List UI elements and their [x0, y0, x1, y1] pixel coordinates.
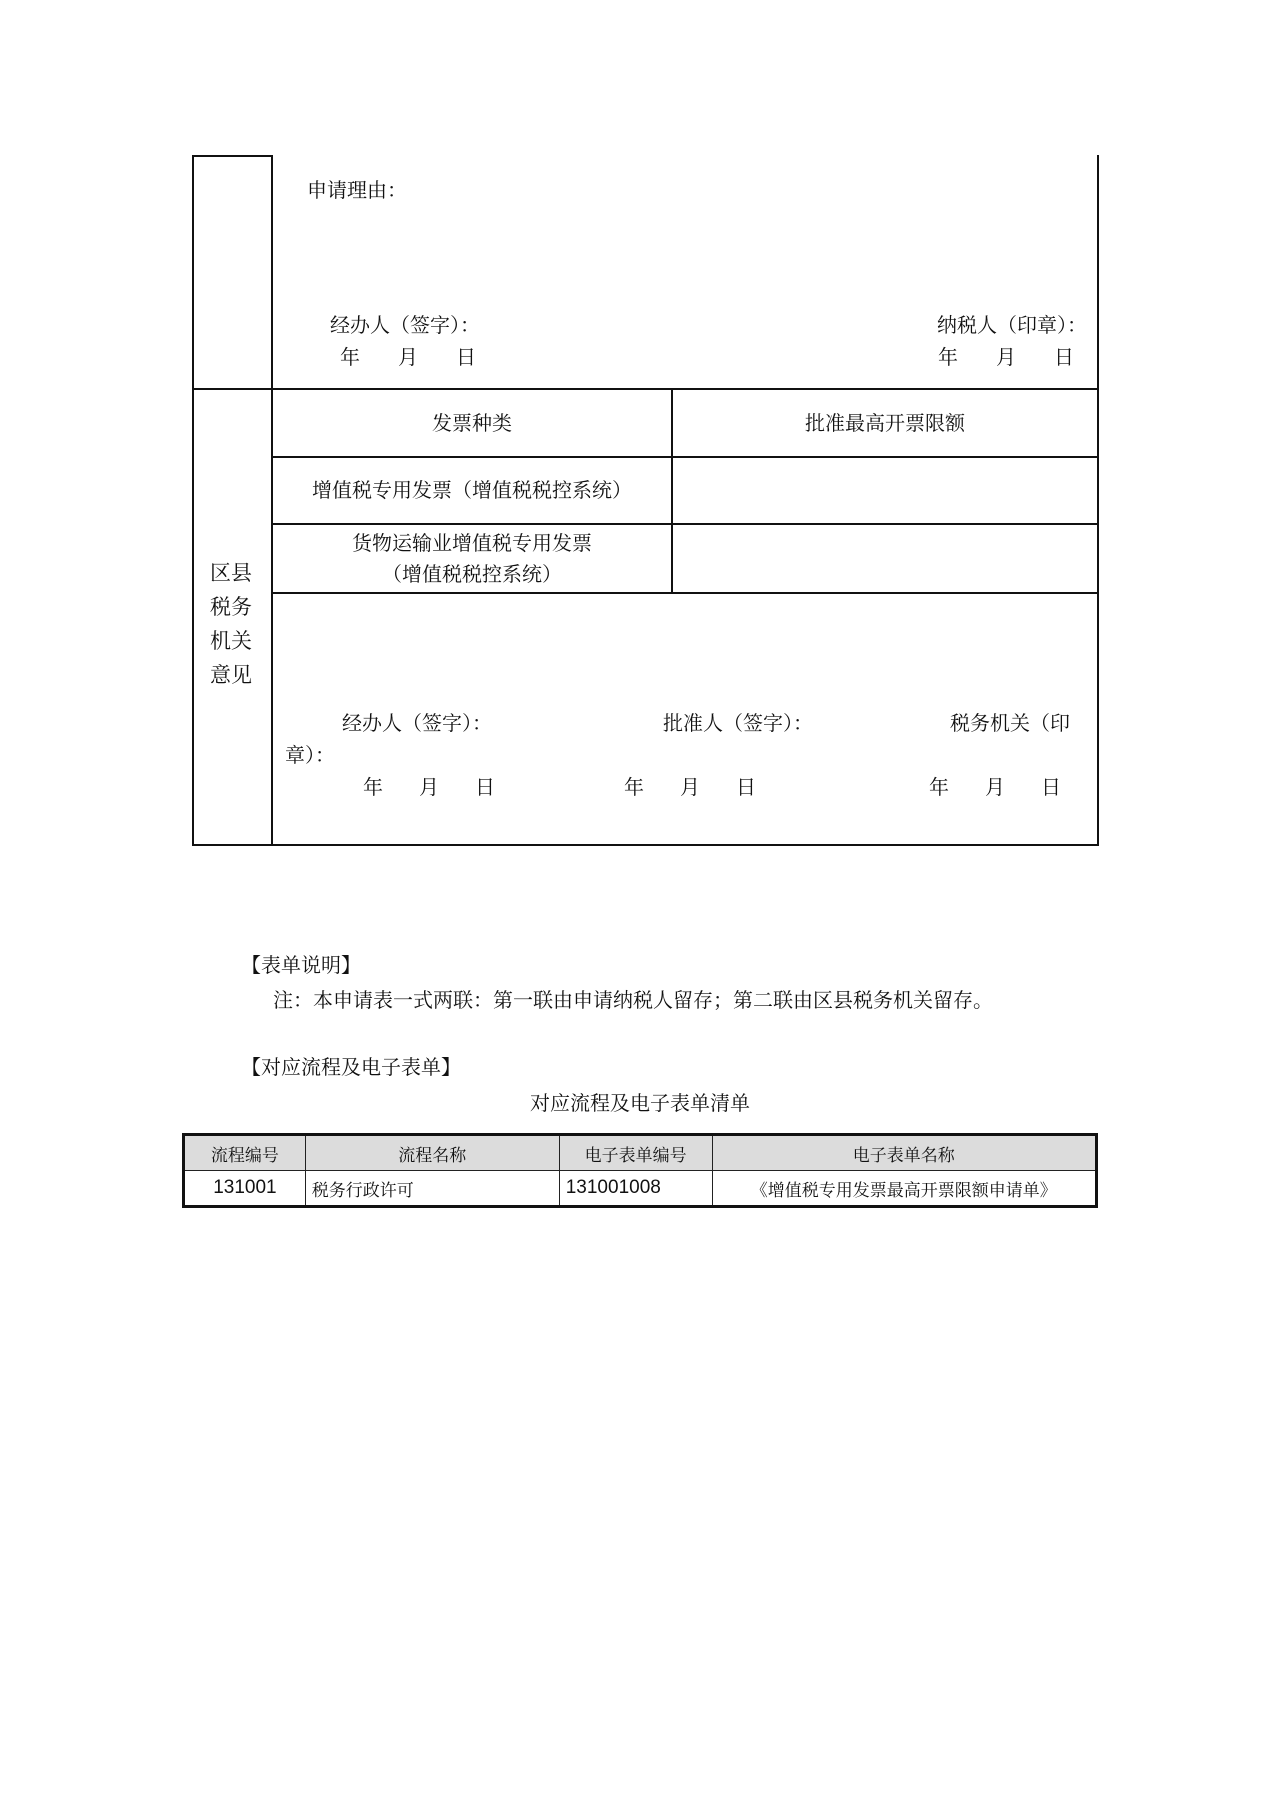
notes-heading: 【表单说明】 [241, 953, 361, 977]
process-table-title: 对应流程及电子表单清单 [530, 1091, 750, 1115]
date-day: 日 [1054, 345, 1074, 369]
date-month: 月 [419, 775, 439, 799]
date-day: 日 [736, 775, 756, 799]
authority-handler-date [363, 775, 495, 799]
notes-text: 注：本申请表一式两联：第一联由申请纳税人留存；第二联由区县税务机关留存。 [273, 988, 993, 1012]
authority-handler-sign-label: 经办人（签字）： [342, 711, 492, 735]
date-year: 年 [929, 775, 949, 799]
date-month: 月 [680, 775, 700, 799]
cell-process-id: 131001 [184, 1171, 306, 1207]
table-row [184, 1171, 1097, 1207]
date-year: 年 [938, 345, 958, 369]
col-header-invoice-type: 发票种类 [432, 411, 512, 435]
col-header-approved-limit: 批准最高开票限额 [805, 411, 965, 435]
col-header-process-name: 流程名称 [305, 1135, 559, 1171]
reason-label: 申请理由： [307, 178, 407, 202]
approver-date [624, 775, 756, 799]
taxpayer-date [938, 345, 1074, 369]
table-border-right [1097, 155, 1099, 846]
date-month: 月 [985, 775, 1005, 799]
col-header-process-id: 流程编号 [184, 1135, 306, 1171]
table-border-top-left [192, 155, 273, 157]
process-heading: 【对应流程及电子表单】 [241, 1055, 461, 1079]
invoice-type-freight-line2: （增值税税控系统） [382, 562, 562, 586]
authority-seal-label-part1: 税务机关（印 [950, 711, 1070, 735]
approved-limit-input-row2[interactable] [675, 526, 1095, 591]
invoice-type-vat-special: 增值税专用发票（增值税税控系统） [312, 478, 632, 502]
table-border-bottom [192, 844, 1099, 846]
date-day: 日 [1041, 775, 1061, 799]
handler-sign-label: 经办人（签字）： [330, 313, 480, 337]
handler-date [340, 345, 476, 369]
table-divider-header [271, 456, 1099, 458]
date-year: 年 [624, 775, 644, 799]
approved-limit-input-row1[interactable] [675, 459, 1095, 522]
authority-seal-label-part2: 章）： [285, 743, 335, 767]
table-divider-section [192, 388, 1099, 390]
process-table [182, 1133, 1098, 1208]
invoice-type-freight-line1: 货物运输业增值税专用发票 [352, 531, 592, 555]
authority-seal-date [929, 775, 1061, 799]
table-divider-row1 [271, 523, 1099, 525]
side-label-line: 机关 [210, 629, 252, 653]
date-year: 年 [340, 345, 360, 369]
taxpayer-seal-label: 纳税人（印章）： [937, 313, 1087, 337]
cell-eform-name: 《增值税专用发票最高开票限额申请单》 [712, 1171, 1096, 1207]
side-label-line: 区县 [210, 561, 252, 585]
date-year: 年 [363, 775, 383, 799]
date-month: 月 [996, 345, 1016, 369]
col-header-eform-name: 电子表单名称 [712, 1135, 1096, 1171]
table-header-row [184, 1135, 1097, 1171]
cell-process-name: 税务行政许可 [305, 1171, 559, 1207]
side-label-line: 税务 [210, 595, 252, 619]
approver-sign-label: 批准人（签字）： [663, 711, 813, 735]
date-day: 日 [475, 775, 495, 799]
cell-eform-id: 131001008 [559, 1171, 712, 1207]
authority-side-label [210, 556, 252, 692]
side-label-line: 意见 [210, 663, 252, 687]
table-border-left [192, 155, 194, 846]
date-day: 日 [456, 345, 476, 369]
col-header-eform-id: 电子表单编号 [559, 1135, 712, 1171]
table-divider-row2 [271, 592, 1099, 594]
date-month: 月 [398, 345, 418, 369]
